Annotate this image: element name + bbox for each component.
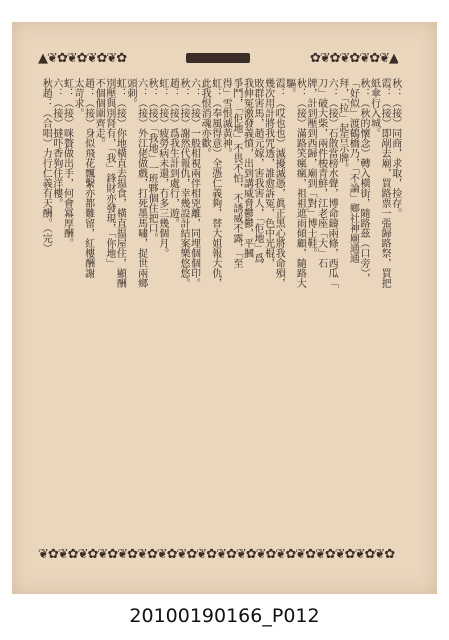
text-column: 爭鬥，「佢地」不畏不怕，不誘威不露，「至 bbox=[230, 78, 242, 268]
ornament-center-bar bbox=[186, 53, 250, 63]
text-column: 驅。 bbox=[283, 78, 295, 98]
script-text-area bbox=[40, 78, 400, 532]
text-column: 幾次用計將我咒透，誰愈訴冤，色中光棍， bbox=[262, 78, 274, 268]
text-column: 虹：（接）咪贅做出手，何會冪厚酬。 bbox=[61, 78, 73, 248]
text-column: 秋：（接）滿路笑瘋瘋，祖祖遮雨傾顧，隨路大 bbox=[294, 78, 306, 288]
text-column: 牌，計到壓到西歸，廟到「對」博士鞋。 bbox=[305, 78, 316, 258]
text-column: 虹：（奉風得意）全憑仁義夠，替大姐報大仇， bbox=[209, 78, 221, 288]
text-column: 秋：（秋的懷念）轉入橫街，隨路茲（口旁）， bbox=[357, 78, 369, 283]
text-column: 虹：（接）疲勞病未還，冇多三幾個月。 bbox=[156, 78, 168, 258]
text-column: 秋：（接）謝然代報仇，幸幾設計結案樂悠悠。 bbox=[177, 78, 189, 288]
top-ornament-band bbox=[38, 48, 398, 68]
ornament-motif: ❦✿❦✿❦✿❦✿❦✿❦✿❦✿❦✿❦✿❦✿❦✿❦✿❦✿❦✿❦✿❦✿❦✿❦✿ bbox=[38, 546, 395, 562]
text-column: 拜，「拉」起告示牌。 bbox=[336, 78, 348, 173]
text-column: 六：（接）外江佬做戲，打死墨馬嘯，捉世兩鄉 bbox=[135, 78, 147, 288]
text-column: 霞：（哎也也）滅擾滅憑，眞正黑心將我命殞， bbox=[273, 78, 285, 288]
text-column: 六：（接）石散當榜水聲，博命鑄兩條，西瓜「 bbox=[326, 78, 338, 288]
ornament-motif: ✿❦✿❦✿❦✿❦▲ bbox=[309, 50, 398, 66]
text-column: 虹：（接）你地橫直去揾食，橫直揾屋住，顯酬 bbox=[114, 78, 126, 288]
ornament-motif: ▲❦✿❦✿❦✿❦✿ bbox=[38, 50, 127, 66]
text-column: 不個個圍齊走。 bbox=[93, 78, 105, 148]
text-column: 六：（接）撻吓香狗住洋樓。 bbox=[50, 78, 62, 208]
text-column: 秋：（接）同商，求取，捡存。 bbox=[389, 78, 401, 218]
text-column: 刀」破大柴，兩件梭青鮮，江老座「大」石 bbox=[315, 78, 327, 268]
text-column: 得」雪恨滅黃神。 bbox=[220, 78, 232, 158]
text-column: 太苛求。 bbox=[72, 78, 84, 118]
text-column: 「好似」渡鶴橋乃，「不論」鄉社神廟通通 bbox=[347, 78, 359, 263]
text-column: 敗群害馬，趙元嫁，害我害人，「佢地」爲 bbox=[252, 78, 264, 263]
text-column: 趙：（接）身似飛花飄繫亦都難留，紅樓酬謝 bbox=[82, 78, 94, 278]
text-column: 別壓與別肾有，「我」鋒財亦發現，「你地」 bbox=[103, 78, 115, 268]
text-column: 頭刺。 bbox=[125, 78, 136, 108]
image-caption: 20100190166_P012 bbox=[129, 605, 320, 627]
text-column: 紙傘行入城。 bbox=[368, 78, 380, 138]
text-column: 趙：（接）爲我生計到處行，遊。 bbox=[167, 78, 179, 228]
text-column: 此我恨消魂亦歡。 bbox=[199, 78, 211, 158]
text-column: 六：（接）一般相視兩伴相兇離，同埋個個印。 bbox=[188, 78, 200, 288]
text-column: 霞：（接）即剐去廟，買路票一張歸路祭，買把 bbox=[379, 78, 391, 288]
text-column: 秋：（接）「我地」一班夥個住把口。 bbox=[146, 78, 158, 243]
text-column: 我伸冤激發義憤，出到講威脅鬱鬱，平摑 bbox=[241, 78, 253, 258]
bottom-ornament-band bbox=[38, 544, 398, 564]
text-column: 秋趙：（合唱）力行仁義有天酬。（完） bbox=[40, 78, 52, 253]
